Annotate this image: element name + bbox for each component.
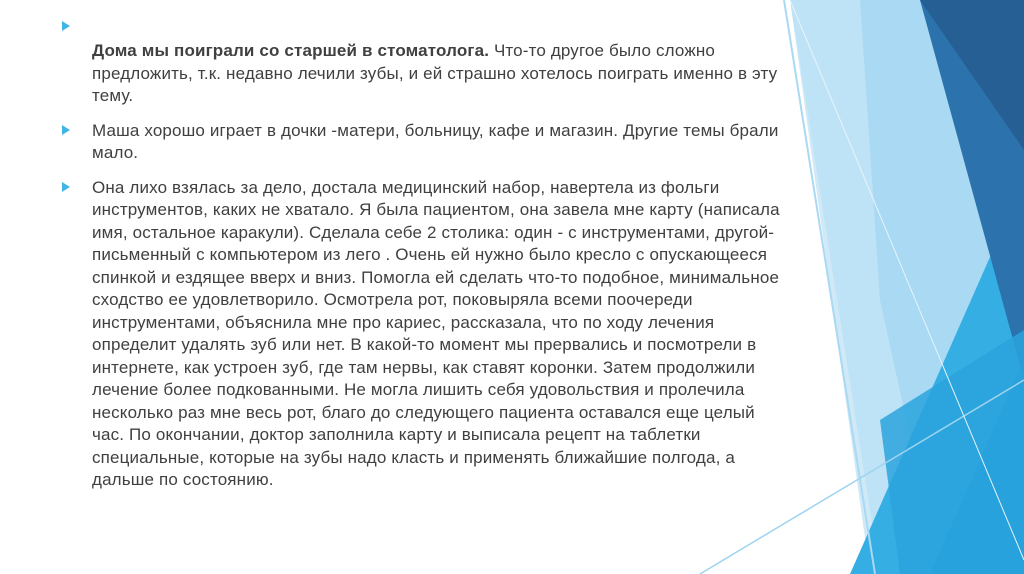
bullet-item-empty [62,18,782,40]
bullet-lead-bold: Дома мы поиграли со старшей в стоматолога. [92,41,490,60]
bullet-text: Что-то другое было сложно предложить, т.к. недавно лечили зубы, и ей страшно хотелось поиграть именно в эту тему. [92,41,778,105]
bullet-item-masha-plays [62,120,782,165]
bullet-arrow-icon [62,182,70,192]
bullet-arrow-icon [62,21,70,31]
bullet-arrow-icon [62,125,70,135]
bullet-text: Маша хорошо играет в дочки -матери, больницу, кафе и магазин. Другие темы брали мало. [92,120,779,162]
bullet-list [62,18,782,504]
bullet-item-story [62,177,782,492]
bullet-item-dentist-game [62,40,782,108]
bullet-text: Она лихо взялась за дело, достала медицинский набор, навертела из фольги инструментов, каких не хватало. Я была пациентом, она завела мне карту (написала имя, остальное каракули). Сделала себе 2 столика: один - с инструментами, другой- письменный с компьютером из лего . Очень ей нужно было кресло с опускающееся спинкой и ездящее вверх и вниз. Помогла ей сделать что-то подобное, минимальное сходство ее удовлетворило. Осмотрела рот, поковыряла всеми поочереди инструментами, объяснила мне про кариес, рассказала, что по ходу лечения определит удалять зуб или нет. В какой-то момент мы прервались и посмотрели в интернете, как устроен зуб, где там нервы, как ставят коронки. Затем продолжили лечение более подкованными. Не могла лишить себя удовольствия и пролечила несколько раз мне весь рот, благо до следующего пациента оставался еще целый час. По окончании, доктор заполнила карту и выписала рецепт на таблетки специальные, которые на зубы надо класть и применять ближайшие полгода, а дальше по состоянию. [92,177,780,489]
